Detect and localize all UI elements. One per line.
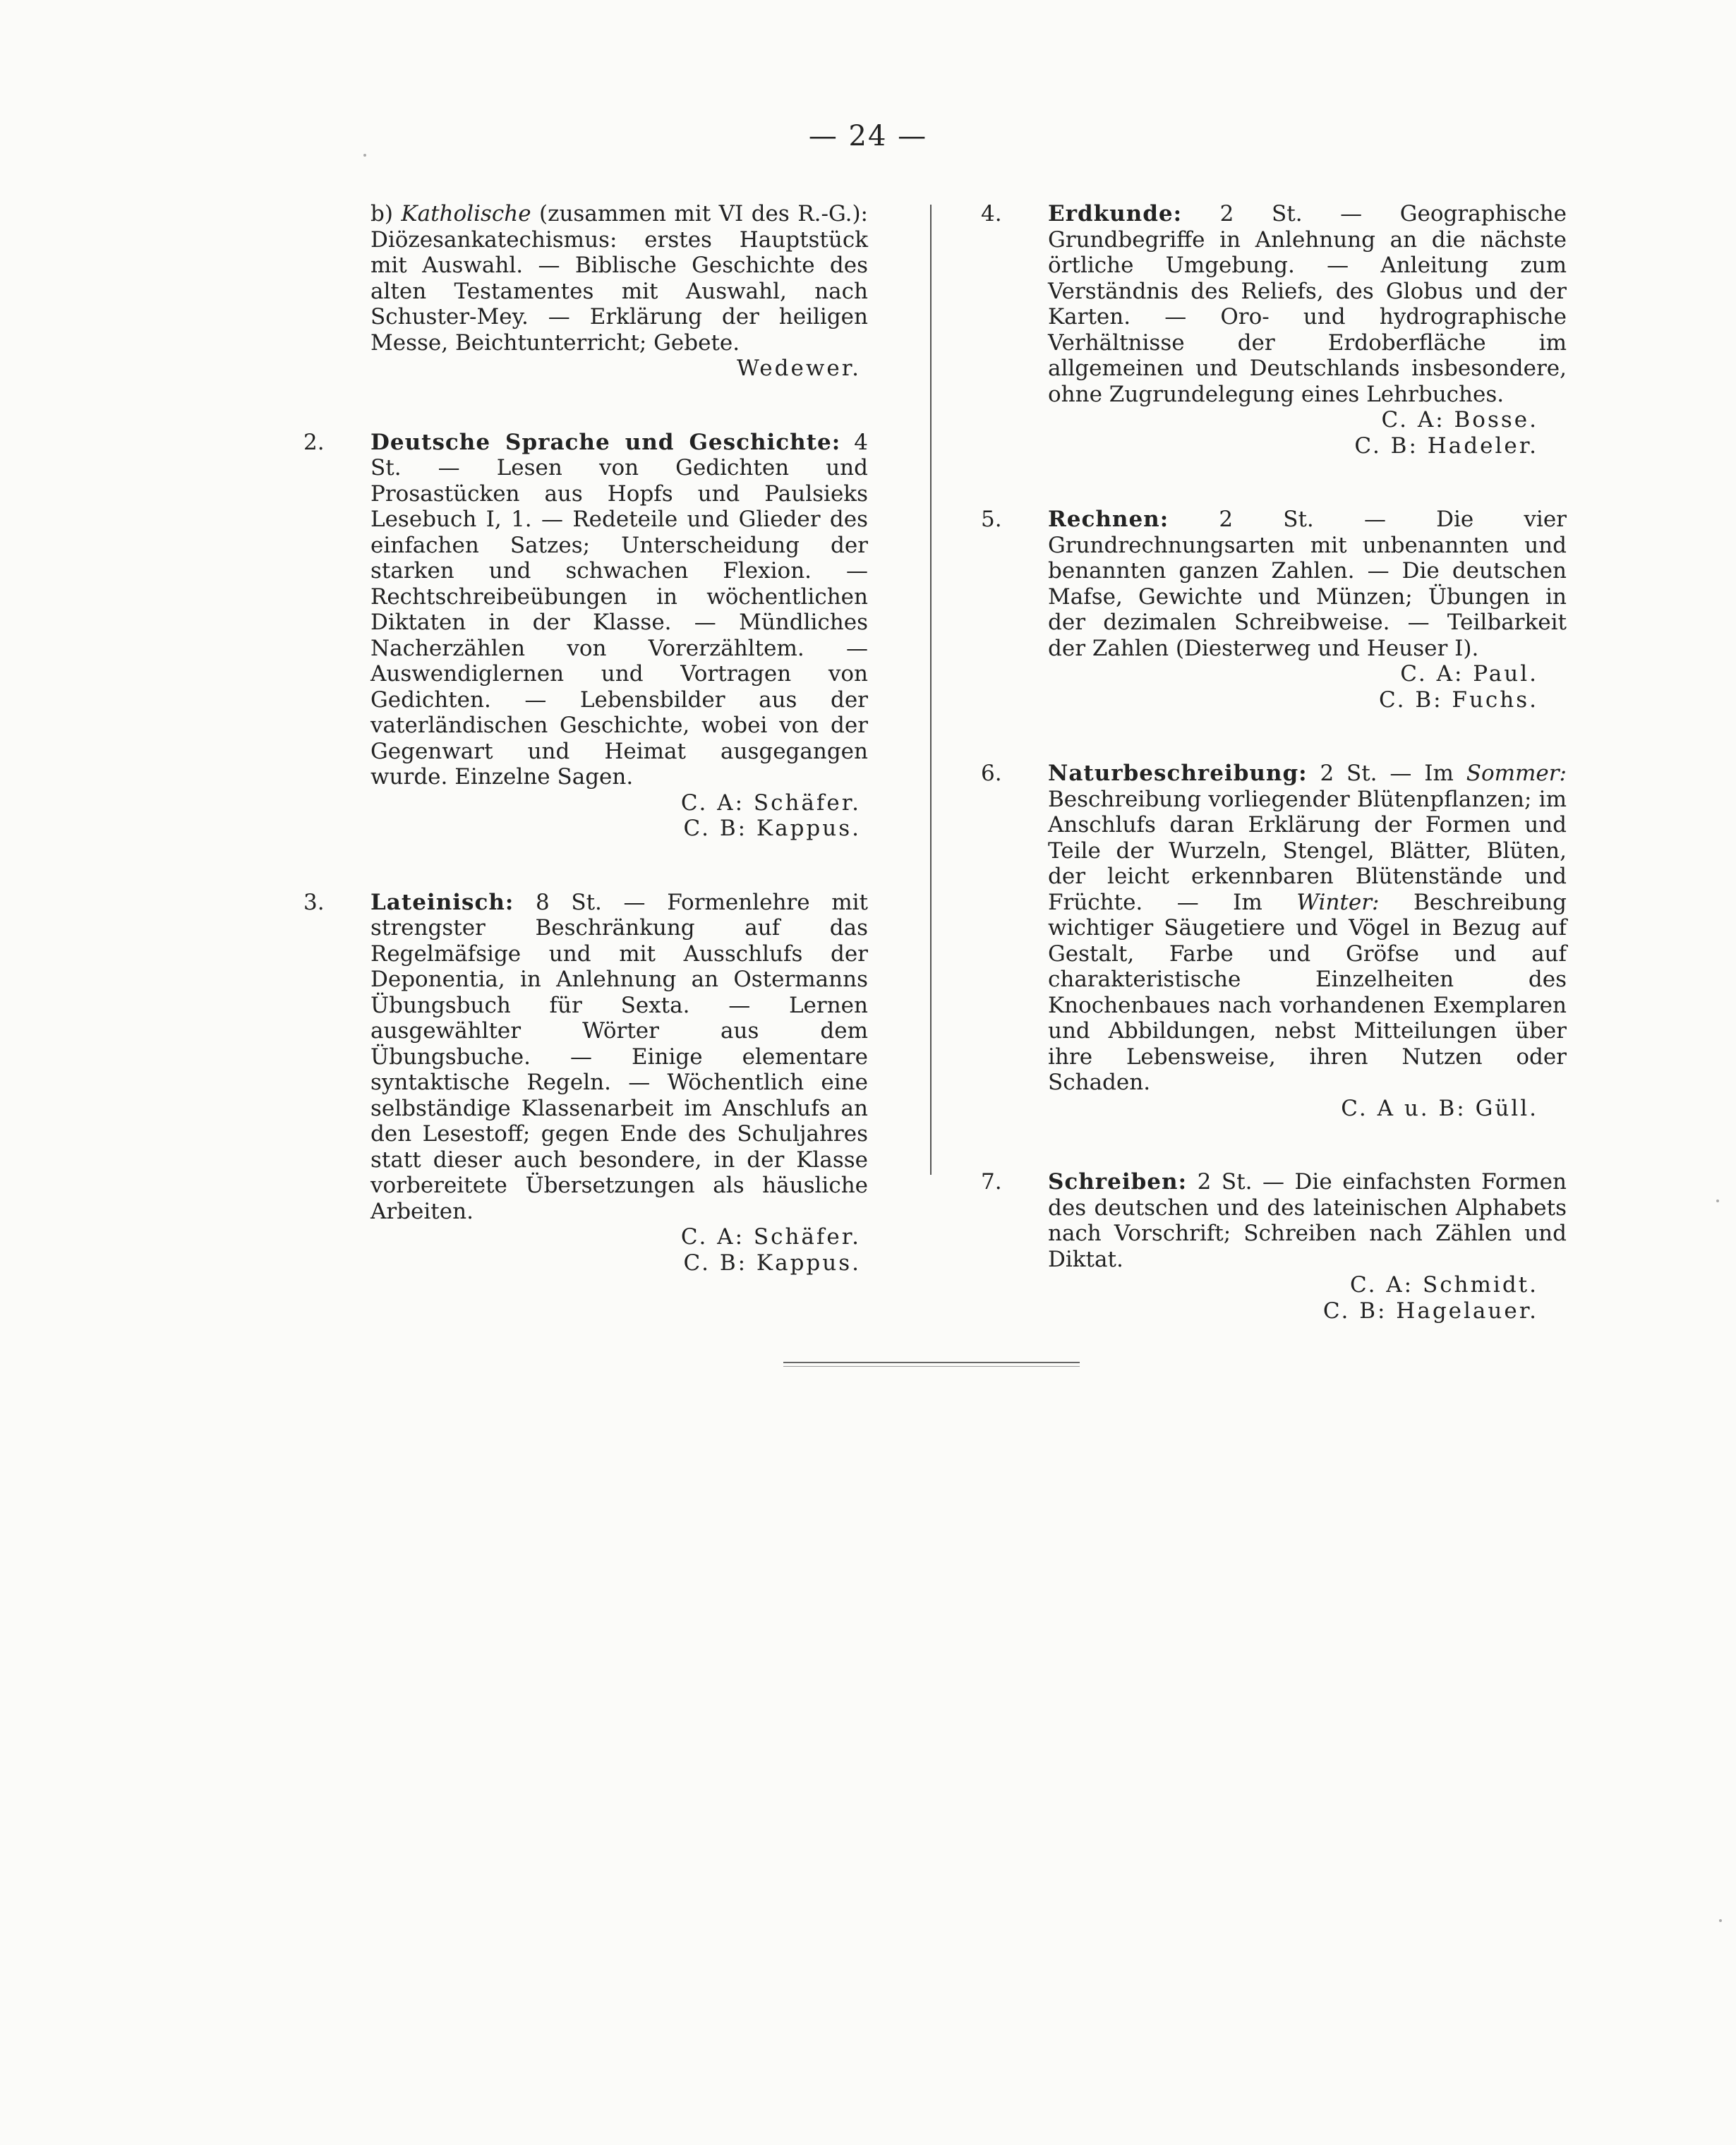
- section-text: 4 St. — Lesen von Gedichten und Prosastücken aus Hopfs und Paulsieks Lesebuch I, 1. — Redeteile und Glieder des einfachen Satzes; Unterscheidung der starken und schwachen Flexion. — Rechtschreibeübungen in wöchentlichen Diktaten in der Klasse. — Mündliches Nacherzählen von Vorerzähltem. — Auswendiglernen und Vortragen von Gedichten. — Lebensbilder aus der vaterländischen Geschichte, wobei von der Gegenwart und Heimat ausgegangen wurde. Einzelne Sagen.: [370, 429, 869, 790]
- teacher-signature: [1048, 1272, 1567, 1324]
- section-text: 8 St. — Formenlehre mit strengster Beschränkung auf das Regelmäfsige und mit Ausschlufs der Deponentia, in Anlehnung an Ostermanns Übungsbuch für Sexta. — Lernen ausgewählter Wörter aus dem Übungsbuche. — Einige elementare syntaktische Regeln. — Wöchentlich eine selbständige Klassenarbeit im Anschlufs an den Lesestoff; gegen Ende des Schuljahres statt dieser auch besondere, in der Klasse vorbereitete Übersetzungen als häusliche Arbeiten.: [370, 889, 868, 1224]
- section-body: [1048, 1169, 1567, 1272]
- teacher-signature: [370, 1224, 868, 1276]
- teacher-a: C. A: Paul.: [1400, 661, 1538, 687]
- section-number: 5.: [981, 507, 1002, 532]
- teacher-a: C. A: Schäfer.: [680, 790, 861, 816]
- section-number: 6.: [981, 761, 1002, 786]
- subsection-marker: b): [370, 201, 393, 226]
- section-body: [1048, 761, 1567, 1096]
- section-erdkunde: [981, 201, 1567, 459]
- page-number: — 24 —: [808, 120, 928, 152]
- paper-speck: [1716, 1200, 1719, 1202]
- section-body: [370, 430, 868, 790]
- section-number: 4.: [981, 201, 1002, 226]
- teacher-signature: [370, 356, 868, 382]
- section-text: (zusammen mit VI des R.-G.): Diözesankatechismus: erstes Hauptstück mit Auswahl. — Biblische Geschichte des alten Testamentes mit Auswahl, nach Schuster-Mey. — Erklärung der heiligen Messe, Beichtunterricht; Gebete.: [370, 201, 868, 356]
- section-heading: Naturbeschreibung:: [1048, 761, 1308, 786]
- left-column: [303, 201, 868, 1324]
- section-text: 2 St. — Geographische Grundbegriffe in Anlehnung an die nächste örtliche Umgebung. — Anleitung zum Verständnis des Reliefs, des Globus und der Karten. — Oro- und hydrographische Verhältnisse der Erdoberfläche im allgemeinen und Deutschlands insbesondere, ohne Zugrundelegung eines Lehrbuches.: [1048, 201, 1567, 407]
- teacher-b: C. B: Hadeler.: [1354, 433, 1538, 459]
- section-schreiben: [981, 1169, 1567, 1324]
- section-catholic-religion: [303, 201, 868, 382]
- section-number: 7.: [981, 1169, 1002, 1195]
- teacher-signature: [1048, 1096, 1567, 1122]
- section-deutsch: [303, 430, 868, 842]
- teacher-a: C. A: Schäfer.: [680, 1224, 861, 1250]
- section-body: [370, 201, 868, 356]
- section-latein: [303, 890, 868, 1276]
- section-heading: Lateinisch:: [370, 889, 514, 915]
- section-heading: Schreiben:: [1048, 1169, 1188, 1195]
- teacher-a: C. A: Schmidt.: [1349, 1272, 1538, 1298]
- teacher-b: C. B: Kappus.: [683, 1250, 861, 1276]
- section-number: 2.: [303, 429, 325, 455]
- section-body: [1048, 507, 1567, 661]
- teacher-name: Wedewer.: [736, 356, 861, 381]
- paper-speck: [363, 154, 366, 157]
- section-text: 2 St. — Im: [1320, 761, 1454, 786]
- subsection-title: Katholische: [401, 201, 531, 226]
- teacher-b: C. B: Kappus.: [683, 816, 861, 841]
- section-heading: Rechnen:: [1048, 507, 1169, 532]
- section-heading: Erdkunde:: [1048, 201, 1183, 226]
- section-body: [1048, 201, 1567, 407]
- section-naturbeschreibung: [981, 761, 1567, 1121]
- teacher-signature: [1048, 407, 1567, 459]
- section-text: Beschreibung wichtiger Säugetiere und Vögel in Bezug auf Gestalt, Farbe und Gröfse und auf charakteristische Einzelheiten des Knochenbaues nach vorhandenen Exemplaren und Abbildungen, nebst Mitteilungen über ihre Lebensweise, ihren Nutzen oder Schaden.: [1048, 889, 1567, 1095]
- teacher-signature: [370, 790, 868, 842]
- section-heading: Deutsche Sprache und Geschichte:: [370, 429, 841, 455]
- teacher-name: C. A u. B: Güll.: [1341, 1095, 1538, 1121]
- section-text: 2 St. — Die vier Grundrechnungsarten mit unbenannten und benannten ganzen Zahlen. — Die deutschen Mafse, Gewichte und Münzen; Übungen in der dezimalen Schreibweise. — Teilbarkeit der Zahlen (Diesterweg und Heuser I).: [1048, 507, 1567, 661]
- season-winter: Winter:: [1296, 889, 1380, 915]
- paper-speck: [1719, 1919, 1722, 1922]
- teacher-b: C. B: Fuchs.: [1379, 687, 1538, 713]
- end-rule: [783, 1362, 1080, 1367]
- season-summer: Sommer:: [1466, 761, 1567, 786]
- right-column: [981, 201, 1567, 1372]
- section-text: 2 St. — Die einfachsten Formen des deutschen und des lateinischen Alphabets nach Vorschrift; Schreiben nach Zählen und Diktat.: [1048, 1169, 1567, 1272]
- section-text: Beschreibung vorliegender Blütenpflanzen; im Anschlufs daran Erklärung der Formen und Teile der Wurzeln, Stengel, Blätter, Blüten, der leicht erkennbaren Blütenstände und Früchte. — Im: [1048, 786, 1567, 915]
- teacher-b: C. B: Hagelauer.: [1322, 1298, 1538, 1324]
- teacher-a: C. A: Bosse.: [1381, 407, 1538, 433]
- section-number: 3.: [303, 889, 325, 915]
- column-divider: [930, 205, 932, 1175]
- section-rechnen: [981, 507, 1567, 713]
- section-body: [370, 890, 868, 1225]
- teacher-signature: [1048, 661, 1567, 713]
